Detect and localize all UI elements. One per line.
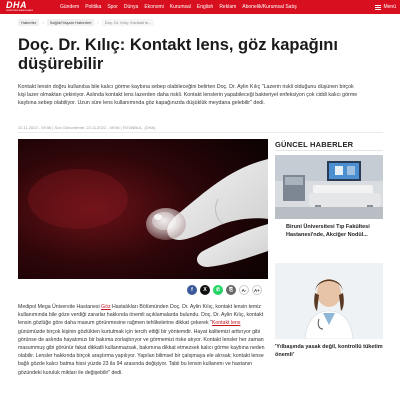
contact-lens-photo	[18, 139, 268, 279]
article-main-image	[18, 139, 268, 279]
nav-item-abonelik[interactable]: Abonelik/Kurumsal Satış	[242, 4, 297, 10]
body-link-goz[interactable]: Göz	[101, 304, 111, 310]
nav-item-gundem[interactable]: Gündem	[60, 4, 80, 10]
nav-item-ekonomi[interactable]: Ekonomi	[144, 4, 164, 10]
logo-text: DHA	[6, 0, 27, 10]
menu-label: Menü	[383, 4, 396, 10]
sidebar-news-image-2[interactable]	[275, 263, 383, 339]
breadcrumb-current: Doç. Dr. Kılıç: Kontakt le...	[102, 19, 155, 26]
hamburger-icon	[375, 5, 381, 10]
body-text-part: Medipol Mega Üniversite Hastanesi	[18, 304, 102, 310]
article-body	[18, 303, 268, 377]
dha-logo[interactable]	[3, 0, 37, 14]
share-bar	[187, 285, 262, 295]
breadcrumb-separator-icon: ›	[42, 20, 44, 25]
nav-item-spor[interactable]: Spor	[107, 4, 118, 10]
hospital-room-photo	[275, 155, 383, 219]
sidebar-title: GÜNCEL HABERLER	[275, 140, 354, 149]
sidebar-news-caption-1[interactable]: Biruni Üniversitesi Tıp Fakültesi Hastanesi'nde, Akciğer Nodül...	[286, 224, 370, 238]
body-text-part: günümüzde birçok kişinin gözlükten kurtulmak için tercih ettiği bir yöntemdir. Hayat kalitemizi arttırıyor gibi görünse de aslında hayatımızı bir bakıma zorlaştırıyor ve görmemizi riske atıyor. Kontakt lensler her zaman masummuş gibi görünür fakat dikkatli kullanmazsak, bakımına dikkat etmezsek kalıcı görme kaybına neden olabilir. Lensler hakkında birçok araştırma yapılıyor. Yapılan bilimsel bir çalışmaya ele alırsak; kontakt lense bağlı gözde kalıcı batma hissi yüzde 23 ila 94 arasında değişiyor. Tabii bu lensin kullanımı ve hastanın gözündeki kuruluk miktarı ile değişebilir" dedi.	[18, 328, 265, 376]
body-link-kontakt-lens[interactable]: Kontakt lens	[211, 320, 241, 327]
breadcrumb-separator-icon: ›	[97, 20, 99, 25]
nav-item-reklam[interactable]: Reklam	[219, 4, 237, 10]
sidebar-news-image-1[interactable]	[275, 155, 383, 219]
nav-item-politika[interactable]: Politika	[85, 4, 102, 10]
facebook-icon[interactable]: f	[187, 285, 197, 295]
divider	[275, 150, 383, 151]
menu-button[interactable]	[375, 0, 396, 14]
twitter-x-icon[interactable]: X	[200, 285, 210, 295]
article-lead: Kontakt lensin doğru kullanılsa bile kalıcı görme kaybına sebep olabileceğini belirten Doç. Dr. Aylin Kılıç "Lazerin riskli olduğunu düşünen birçok kişi lazer olmaktan çekiniyor. Aslında kontakt lens lazerden daha riskli. Kontakt lenslerin yapabileceği bakteriyel enfeksiyon çok ciddi kalıcı görme kaybına sebep olabiliyor. Uzun süre lens kullanımında göz kapağınızda düşüklük meydana gelebilir" dedi.	[18, 84, 358, 107]
doctor-portrait-photo	[275, 263, 383, 339]
sidebar-news-caption-2[interactable]: 'Yılbaşında yasak değil, kontrollü tüketim önemli'	[275, 344, 383, 358]
nav-item-dunya[interactable]: Dünya	[123, 4, 139, 10]
main-nav	[60, 0, 297, 14]
whatsapp-icon[interactable]: ✆	[213, 285, 223, 295]
article-meta: 22.11.2022 - 09:56 | Son Güncelleme: 22.11.2022 - 09:56 | İSTANBUL, (DHA)	[18, 125, 156, 130]
article-title: Doç. Dr. Kılıç: Kontakt lens, göz kapağını düşürebilir	[18, 36, 338, 73]
breadcrumb-haberler[interactable]: Haberler	[18, 19, 39, 26]
font-increase-button[interactable]: A+	[252, 285, 262, 295]
top-header	[0, 0, 400, 14]
body-text-part: Hastalıkları Bölümünden Doç. Dr. Aylin Kılıç, kontakt lensin temiz kullanımında bile göze verdiği zararlar hakkında önemli açıklamalarda bulundu. Doç. Dr. Aylin Kılıç, kontakt lensin gözlüğe göre daha masum görünmesine rağmen tehlikelerine dikkat çekerek "	[18, 304, 264, 327]
logo-subtitle: DEMİRÖREN HABER AJANSI	[6, 10, 34, 12]
breadcrumb	[18, 18, 154, 27]
copy-link-icon[interactable]: ⎘	[226, 285, 236, 295]
nav-item-kurumsal[interactable]: Kurumsal	[169, 4, 191, 10]
breadcrumb-saglik[interactable]: Sağlık/Yaşam Haberleri	[47, 19, 95, 26]
font-decrease-button[interactable]: A-	[239, 285, 249, 295]
nav-item-english[interactable]: English	[196, 4, 214, 10]
divider	[18, 132, 383, 133]
